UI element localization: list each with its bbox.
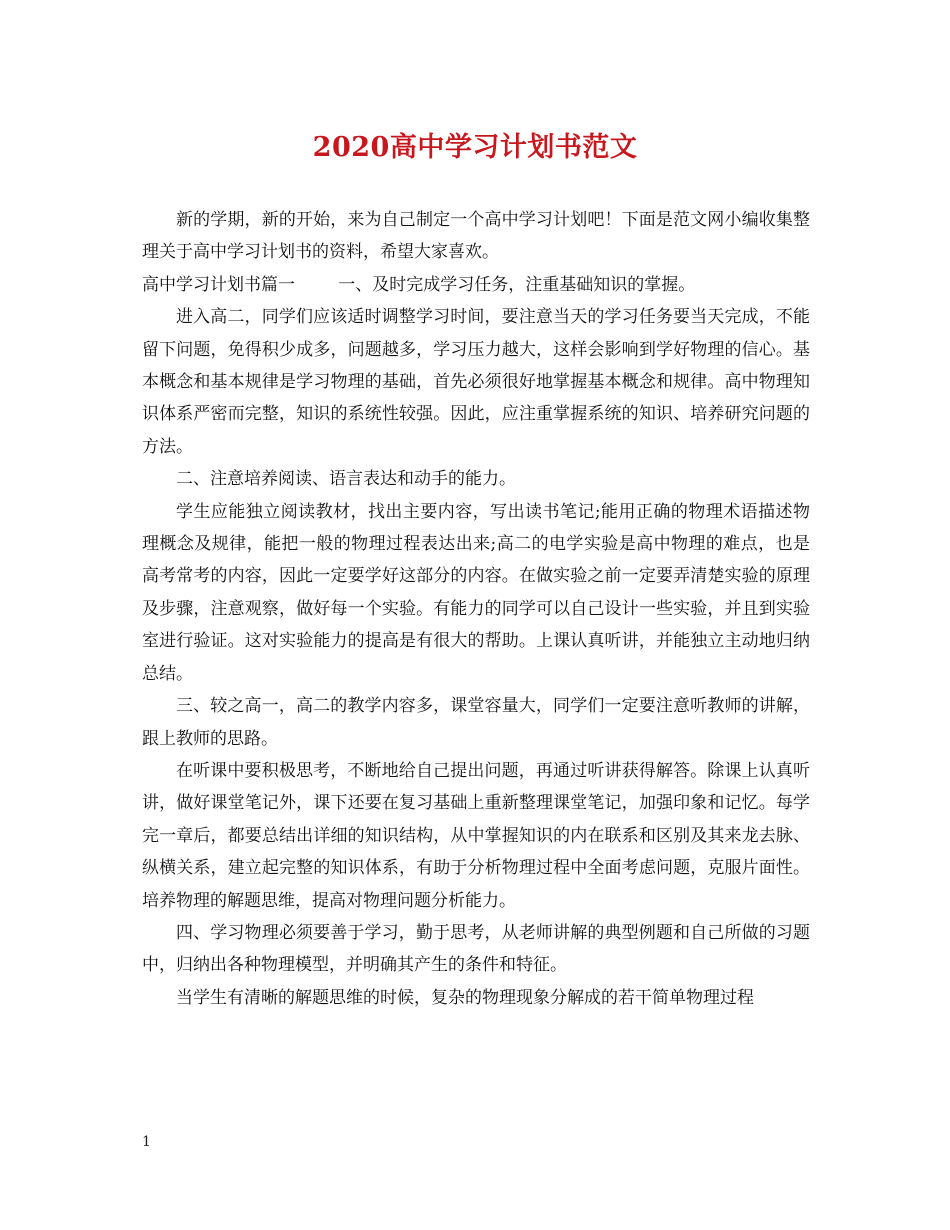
body-paragraph: 当学生有清晰的解题思维的时候，复杂的物理现象分解成的若干简单物理过程 bbox=[176, 987, 754, 1008]
body-paragraph: 进入高二，同学们应该适时调整学习时间，要注意当天的学习任务要当天完成，不能留下问题，免得积少成多，问题越多，学习压力越大，这样会影响到学好物理的信心。基本概念和基本规律是学习物理的基础，首先必须很好地掌握基本概念和规律。高中物理知识体系严密而完整，知识的系统性较强。因此，应注重掌握系统的知识、培养研究问题的方法。 bbox=[142, 307, 810, 457]
section-heading bbox=[142, 269, 810, 301]
document-title: 2020高中学习计划书范文 bbox=[312, 132, 638, 163]
intro-paragraph: 新的学期，新的开始，来为自己制定一个高中学习计划吧！下面是范文网小编收集整理关于高中学习计划书的资料，希望大家喜欢。 bbox=[142, 210, 810, 263]
body-paragraph: 三、较之高一，高二的教学内容多，课堂容量大，同学们一定要注意听教师的讲解，跟上教师的思路。 bbox=[142, 696, 810, 749]
body-paragraph: 二、注意培养阅读、语言表达和动手的能力。 bbox=[176, 469, 516, 490]
body-paragraph: 在听课中要积极思考，不断地给自己提出问题，再通过听讲获得解答。除课上认真听讲，做好课堂笔记外，课下还要在复习基础上重新整理课堂笔记，加强印象和记忆。每学完一章后，都要总结出详细的知识结构，从中掌握知识的内在联系和区别及其来龙去脉、纵横关系，建立起完整的知识体系，有助于分析物理过程中全面考虑问题，克服片面性。培养物理的解题思维，提高对物理问题分析能力。 bbox=[142, 760, 810, 911]
section-heading-label: 高中学习计划书篇一 bbox=[142, 274, 295, 295]
page-number: 1 bbox=[142, 1134, 151, 1150]
body-paragraph: 学生应能独立阅读教材，找出主要内容，写出读书笔记;能用正确的物理术语描述物理概念及规律，能把一般的物理过程表达出来;高二的电学实验是高中物理的难点，也是高考常考的内容，因此一定要学好这部分的内容。在做实验之前一定要弄清楚实验的原理及步骤，注意观察，做好每一个实验。有能力的同学可以自己设计一些实验，并且到实验室进行验证。这对实验能力的提高是有很大的帮助。上课认真听讲，并能独立主动地归纳总结。 bbox=[142, 501, 810, 684]
body-paragraph: 四、学习物理必须要善于学习，勤于思考，从老师讲解的典型例题和自己所做的习题中，归纳出各种物理模型，并明确其产生的条件和特征。 bbox=[142, 922, 810, 976]
document-body bbox=[142, 204, 810, 1014]
section-heading-point: 一、及时完成学习任务，注重基础知识的掌握。 bbox=[338, 274, 696, 295]
